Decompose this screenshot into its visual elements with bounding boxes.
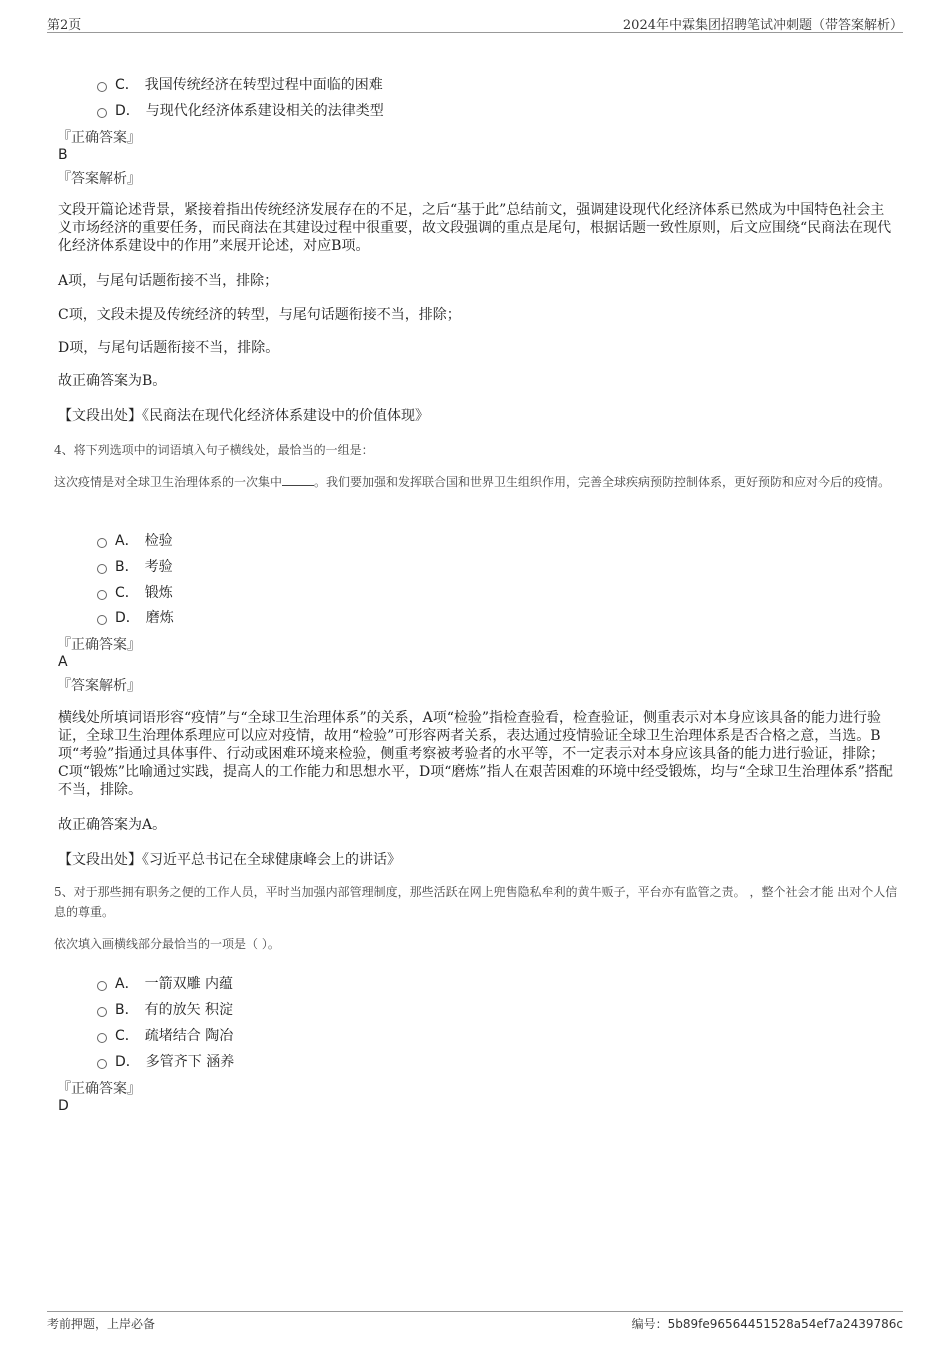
q3-answer: B <box>58 147 68 163</box>
radio-icon[interactable] <box>97 590 107 600</box>
q4-stem: 4、将下列选项中的词语填入句子横线处，最恰当的一组是： <box>54 443 374 457</box>
q5-option-c[interactable] <box>97 1025 233 1045</box>
q4-option-b[interactable] <box>97 556 173 576</box>
code-value: 5b89fe96564451528a54ef7a2439786c <box>667 1317 903 1331</box>
option-text: 一箭双雕 内蕴 <box>144 976 234 992</box>
q4-option-c[interactable] <box>97 582 173 602</box>
page-footer <box>47 1311 903 1332</box>
option-letter: A． <box>115 976 139 992</box>
q4-answer-label: 『正确答案』 <box>57 637 141 653</box>
option-letter: C． <box>115 585 139 601</box>
q5-answer-label: 『正确答案』 <box>57 1081 141 1097</box>
radio-icon[interactable] <box>97 564 107 574</box>
q3-option-d[interactable] <box>97 100 384 120</box>
q3-note-d: D项，与尾句话题衔接不当，排除。 <box>58 340 280 356</box>
q4-analysis-label: 『答案解析』 <box>57 678 141 694</box>
option-text: 我国传统经济在转型过程中面临的困难 <box>144 77 383 93</box>
q3-conclusion: 故正确答案为B。 <box>58 373 167 389</box>
q5-option-d[interactable] <box>97 1051 234 1071</box>
option-letter: D． <box>115 610 140 626</box>
option-text: 有的放矢 积淀 <box>144 1002 234 1018</box>
option-letter: B． <box>115 1002 139 1018</box>
option-letter: A． <box>115 533 139 549</box>
q4-option-d[interactable] <box>97 607 174 627</box>
q3-analysis-label: 『答案解析』 <box>57 171 141 187</box>
option-text: 多管齐下 涵养 <box>145 1054 235 1070</box>
q3-option-c[interactable] <box>97 74 383 94</box>
q4-sentence-after: 。我们要加强和发挥联合国和世界卫生组织作用，完善全球疾病预防控制体系，更好预防和应对今后的疫情。 <box>314 475 891 489</box>
q3-answer-label: 『正确答案』 <box>57 130 141 146</box>
option-text: 检验 <box>144 533 173 549</box>
q4-sentence <box>54 472 899 492</box>
footer-slogan: 考前押题，上岸必备 <box>47 1317 156 1331</box>
q5-stem: 5、对于那些拥有职务之便的工作人员，平时当加强内部管理制度，那些活跃在网上兜售隐私牟利的黄牛贩子，平台亦有监管之责。 ，整个社会才能 出对个人信息的尊重。 <box>54 885 898 919</box>
radio-icon[interactable] <box>97 1007 107 1017</box>
radio-icon[interactable] <box>97 82 107 92</box>
q5-answer: D <box>58 1098 69 1114</box>
radio-icon[interactable] <box>97 981 107 991</box>
q4-analysis: 横线处所填词语形容“疫情”与“全球卫生治理体系”的关系，A项“检验”指检查验看，检查验证，侧重表示对本身应该具备的能力进行验证，全球卫生治理体系理应可以应对疫情，故用“检验”可形容两者关系，表达通过疫情验证全球卫生治理体系是否合格之意，当选。B项“考验”指通过具体事件、行动或困难环境来检验，侧重考察被考验者的水平等，不一定表示对本身应该具备的能力进行验证，排除；C项“锻炼”比喻通过实践，提高人的工作能力和思想水平，D项“磨炼”指人在艰苦困难的环境中经受锻炼，均与“全球卫生治理体系”搭配不当，排除。 <box>58 710 893 798</box>
q4-option-a[interactable] <box>97 530 173 550</box>
option-text: 考验 <box>144 559 173 575</box>
q4-answer: A <box>58 654 68 670</box>
radio-icon[interactable] <box>97 1059 107 1069</box>
option-text: 与现代化经济体系建设相关的法律类型 <box>145 103 384 119</box>
q5-instruction: 依次填入画横线部分最恰当的一项是（ ）。 <box>54 937 280 951</box>
radio-icon[interactable] <box>97 538 107 548</box>
q3-source: 【文段出处】《民商法在现代化经济体系建设中的价值体现》 <box>58 408 429 424</box>
radio-icon[interactable] <box>97 615 107 625</box>
q4-conclusion: 故正确答案为A。 <box>58 817 167 833</box>
code-label: 编号： <box>631 1317 668 1331</box>
option-text: 疏堵结合 陶冶 <box>144 1028 234 1044</box>
q5-option-a[interactable] <box>97 973 233 993</box>
radio-icon[interactable] <box>97 1033 107 1043</box>
option-text: 磨炼 <box>145 610 174 626</box>
document-title: 2024年中霖集团招聘笔试冲刺题（带答案解析） <box>622 18 903 33</box>
option-text: 锻炼 <box>144 585 173 601</box>
option-letter: D． <box>115 103 140 119</box>
q5-option-b[interactable] <box>97 999 233 1019</box>
q4-sentence-before: 这次疫情是对全球卫生治理体系的一次集中 <box>54 475 283 489</box>
q3-note-a: A项，与尾句话题衔接不当，排除； <box>58 273 279 289</box>
option-letter: C． <box>115 1028 139 1044</box>
q3-note-c: C项，文段未提及传统经济的转型，与尾句话题衔接不当，排除； <box>58 307 461 323</box>
document-code <box>632 1315 903 1332</box>
fill-blank <box>282 473 314 486</box>
q3-analysis: 文段开篇论述背景，紧接着指出传统经济发展存在的不足，之后“基于此”总结前文，强调建设现代化经济体系已然成为中国特色社会主义市场经济的重要任务，而民商法在其建设过程中很重要，故文段强调的重点是尾句，根据话题一致性原则，后文应围绕“民商法在现代化经济体系建设中的作用”来展开论述，对应B项。 <box>58 202 892 254</box>
option-letter: B． <box>115 559 139 575</box>
q4-source: 【文段出处】《习近平总书记在全球健康峰会上的讲话》 <box>58 852 401 868</box>
radio-icon[interactable] <box>97 108 107 118</box>
page-number: 第2页 <box>47 18 82 33</box>
option-letter: D． <box>115 1054 140 1070</box>
option-letter: C． <box>115 77 139 93</box>
page-header <box>47 14 903 33</box>
